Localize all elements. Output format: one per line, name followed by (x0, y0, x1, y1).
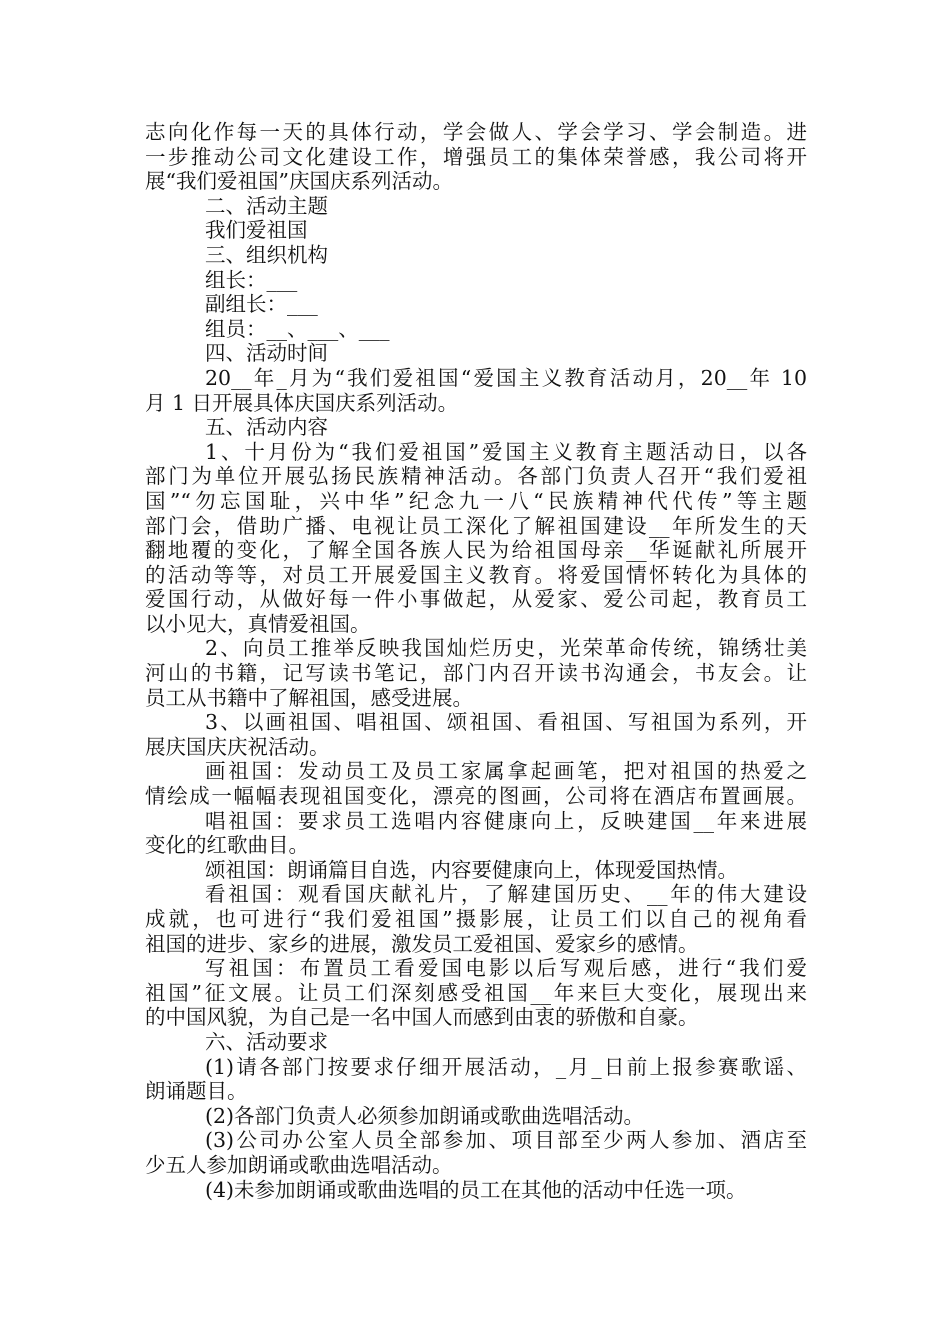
text-line: 翻地覆的变化，了解全国各族人民为给祖国母亲__华诞献礼所展开 (145, 538, 807, 563)
text-line: 二、活动主题 (205, 193, 328, 218)
text-line: 变化的红歌曲目。 (145, 833, 309, 858)
text-line: 唱祖国：要求员工选唱内容健康向上，反映建国__年来进展 (205, 808, 807, 833)
text-line: 六、活动要求 (205, 1029, 328, 1054)
text-line: (2)各部门负责人必须参加朗诵或歌曲选唱活动。 (205, 1103, 645, 1128)
text-line: 副组长：___ (205, 292, 318, 317)
text-line: 祖国”征文展。让员工们深刻感受祖国__年来巨大变化，展现出来 (145, 980, 807, 1005)
text-line: 3、以画祖国、唱祖国、颂祖国、看祖国、写祖国为系列，开 (205, 710, 807, 735)
text-line: 河山的书籍，记写读书笔记，部门内召开读书沟通会，书友会。让 (145, 661, 807, 686)
text-line: 20__年_月为“我们爱祖国“爱国主义教育活动月，20__年 10 (205, 365, 807, 390)
text-line: 部门为单位开展弘扬民族精神活动。各部门负责人召开“我们爱祖 (145, 464, 807, 489)
text-line: 写祖国：布置员工看爱国电影以后写观后感，进行“我们爱 (205, 956, 807, 981)
text-line: (4)未参加朗诵或歌曲选唱的员工在其他的活动中任选一项。 (205, 1177, 747, 1202)
text-line: 展“我们爱祖国”庆国庆系列活动。 (145, 169, 453, 194)
text-line: 五、活动内容 (205, 415, 328, 440)
text-line: 祖国的进步、家乡的进展，激发员工爱祖国、爱家乡的感情。 (145, 931, 699, 956)
text-line: 的活动等等，对员工开展爱国主义教育。将爱国情怀转化为具体的 (145, 562, 807, 587)
text-line: 我们爱祖国 (205, 218, 308, 243)
text-line: 1、十月份为“我们爱祖国”爱国主义教育主题活动日，以各 (205, 439, 807, 464)
text-line: 2、向员工推举反映我国灿烂历史，光荣革命传统，锦绣壮美 (205, 636, 807, 661)
text-line: 国”“勿忘国耻，兴中华”纪念九一八“民族精神代代传”等主题 (145, 488, 807, 513)
text-line: 组员：__、___、___ (205, 316, 390, 341)
text-line: 一步推动公司文化建设工作，增强员工的集体荣誉感，我公司将开 (145, 144, 807, 169)
text-line: 以小见大，真情爱祖国。 (145, 611, 371, 636)
text-line: 四、活动时间 (205, 341, 328, 366)
text-line: 展庆国庆庆祝活动。 (145, 734, 330, 759)
text-line: 爱国行动，从做好每一件小事做起，从爱家、爱公司起，教育员工 (145, 587, 807, 612)
text-line: 志向化作每一天的具体行动，学会做人、学会学习、学会制造。进 (145, 120, 807, 144)
text-line: 三、组织机构 (205, 242, 328, 267)
text-line: 画祖国：发动员工及员工家属拿起画笔，把对祖国的热爱之 (205, 759, 807, 784)
text-line: 少五人参加朗诵或歌曲选唱活动。 (145, 1152, 453, 1177)
document-page (145, 120, 807, 1202)
text-line: (3)公司办公室人员全部参加、项目部至少两人参加、酒店至 (205, 1128, 807, 1153)
text-line: (1)请各部门按要求仔细开展活动，_月_日前上报参赛歌谣、 (205, 1054, 807, 1079)
text-line: 员工从书籍中了解祖国，感受进展。 (145, 685, 473, 710)
text-line: 月 1 日开展具体庆国庆系列活动。 (145, 390, 459, 415)
text-line: 朗诵题目。 (145, 1079, 248, 1104)
text-line: 颂祖国：朗诵篇目自选，内容要健康向上，体现爱国热情。 (205, 857, 738, 882)
text-line: 的中国风貌，为自己是一名中国人而感到由衷的骄傲和自豪。 (145, 1005, 699, 1030)
text-line: 组长：___ (205, 267, 298, 292)
text-line: 部门会，借助广播、电视让员工深化了解祖国建设__年所发生的天 (145, 513, 807, 538)
text-line: 看祖国：观看国庆献礼片，了解建国历史、__年的伟大建设 (205, 882, 807, 907)
text-line: 成就，也可进行“我们爱祖国”摄影展，让员工们以自己的视角看 (145, 907, 807, 931)
text-line: 情绘成一幅幅表现祖国变化，漂亮的图画，公司将在酒店布置画展。 (145, 784, 807, 809)
